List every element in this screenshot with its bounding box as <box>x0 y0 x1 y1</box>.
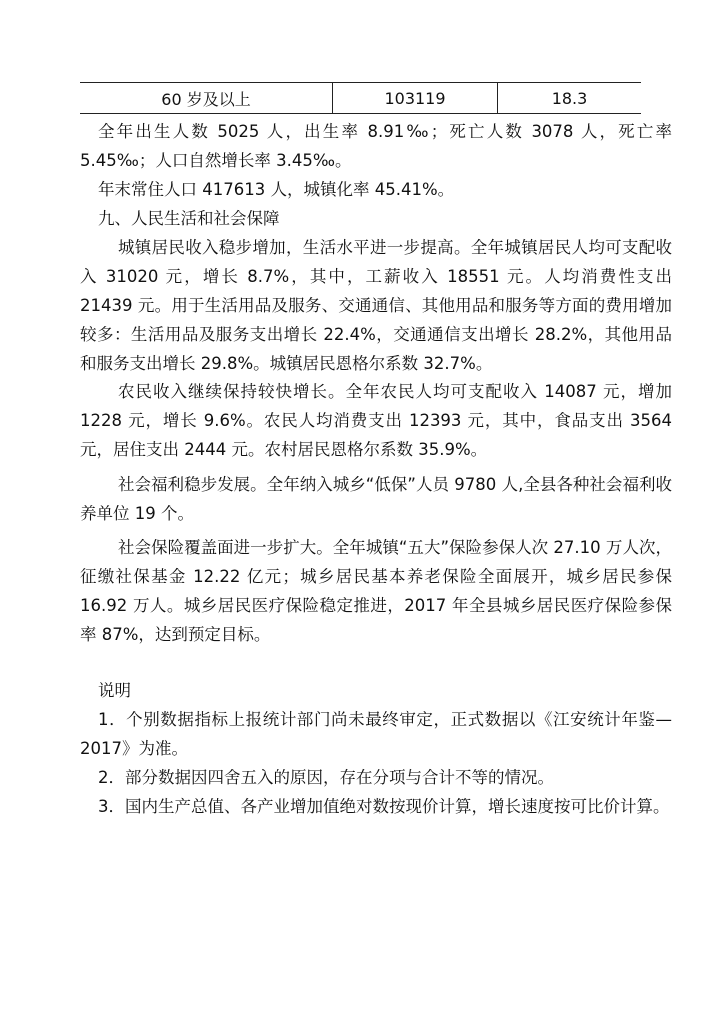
welfare-paragraph: 社会福利稳步发展。全年纳入城乡“低保”人员 9780 人,全县各种社会福利收养单位 19 个。 <box>80 475 672 523</box>
welfare-section <box>80 470 672 528</box>
farmer-income-section <box>80 377 672 464</box>
resident-paragraph: 年末常住人口 417613 人，城镇化率 45.41%。 <box>98 180 455 199</box>
notes-heading: 说明 <box>98 681 131 700</box>
note-item: 3．国内生产总值、各产业增加值绝对数按现价计算，增长速度按可比价计算。 <box>98 797 670 816</box>
urban-income-paragraph: 城镇居民收入稳步增加，生活水平进一步提高。全年城镇居民人均可支配收入 31020 元，增长 8.7%，其中，工薪收入 18551 元。人均消费性支出 21439 元。用于生活用品及服务、交通通信、其他用品和服务等方面的费用增加较多：生活用品及服务支出增长 22.4%，交通通信支出增长 28.2%，其他用品和服务支出增长 29.8%。城镇居民恩格尔系数 32.7%。 <box>80 238 672 373</box>
age-group-cell: 60 岁及以上 <box>80 83 333 114</box>
population-section <box>80 117 672 233</box>
births-paragraph: 全年出生人数 5025 人，出生率 8.91‰；死亡人数 3078 人，死亡率 5.45‰；人口自然增长率 3.45‰。 <box>80 122 672 170</box>
urban-income-section <box>80 233 672 378</box>
farmer-income-paragraph: 农民收入继续保持较快增长。全年农民人均可支配收入 14087 元，增加 1228 元，增长 9.6%。农民人均消费支出 12393 元，其中，食品支出 3564 元，居住支出 2444 元。农村居民恩格尔系数 35.9%。 <box>80 382 672 459</box>
section-heading: 九、人民生活和社会保障 <box>98 209 280 228</box>
population-cell: 103119 <box>333 83 498 114</box>
insurance-section <box>80 533 672 649</box>
note-item: 2．部分数据因四舍五入的原因，存在分项与合计不等的情况。 <box>98 768 554 787</box>
table-row <box>80 83 641 114</box>
note-item: 1．个别数据指标上报统计部门尚未最终审定，正式数据以《江安统计年鉴—2017》为准。 <box>80 710 672 758</box>
population-age-table <box>80 82 641 114</box>
notes-section <box>80 676 672 821</box>
percent-cell: 18.3 <box>498 83 642 114</box>
insurance-paragraph: 社会保险覆盖面进一步扩大。全年城镇“五大”保险参保人次 27.10 万人次，征缴社保基金 12.22 亿元；城乡居民基本养老保险全面展开，城乡居民参保 16.92 万人。城乡居民医疗保险稳定推进，2017 年全县城乡居民医疗保险参保率 87%，达到预定目标。 <box>80 538 672 644</box>
